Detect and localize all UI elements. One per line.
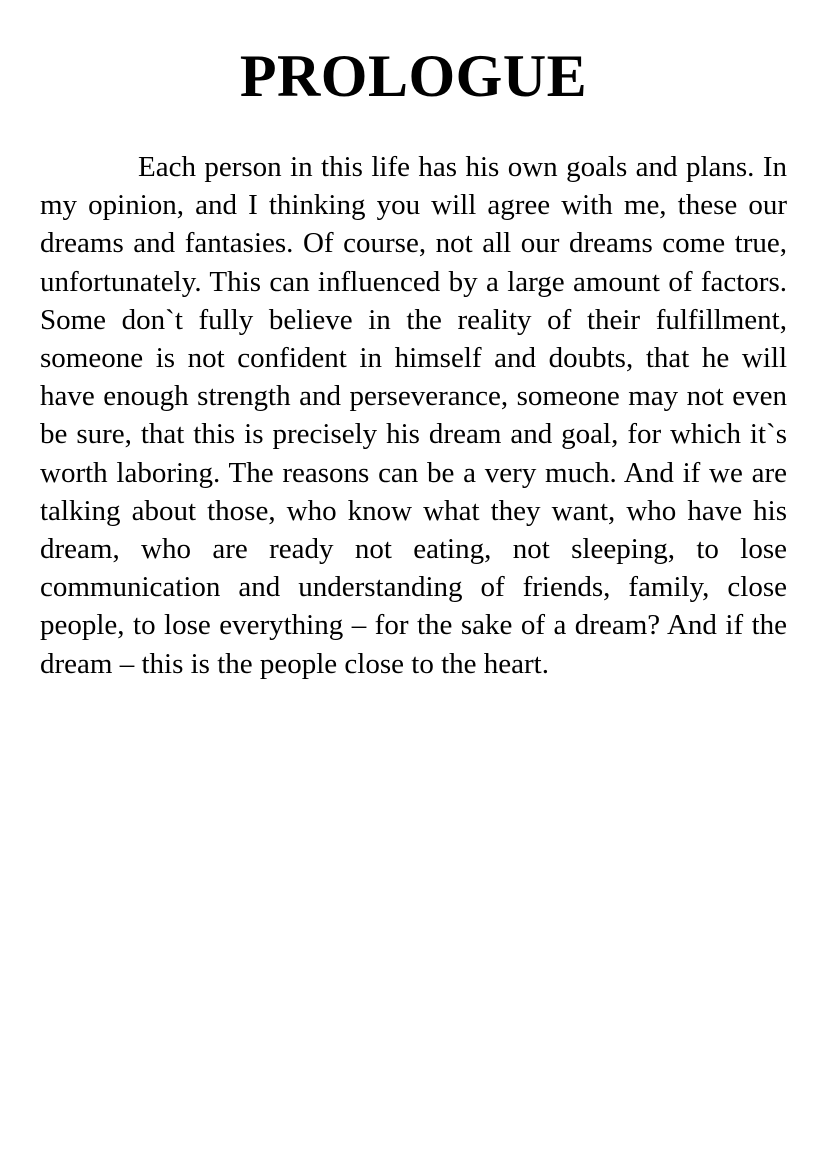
page-title: PROLOGUE <box>239 43 588 109</box>
prologue-paragraph: Each person in this life has his own goals and plans. In my opinion, and I thinking you will agree with me, these our dreams and fantasies. Of course, not all our dreams come true, unfortunately. This can influenced by a large amount of factors. Some don`t fully believe in the reality of their fulfillment, someone is not confident in himself and doubts, that he will have enough strength and perseverance, someone may not even be sure, that this is precisely his dream and goal, for which it`s worth laboring. The reasons can be a very much. And if we are talking about those, who know what they want, who have his dream, who are ready not eating, not sleeping, to lose communication and understanding of friends, family, close people, to lose everything – for the sake of a dream? And if the dream – this is the people close to the heart. <box>40 151 787 680</box>
